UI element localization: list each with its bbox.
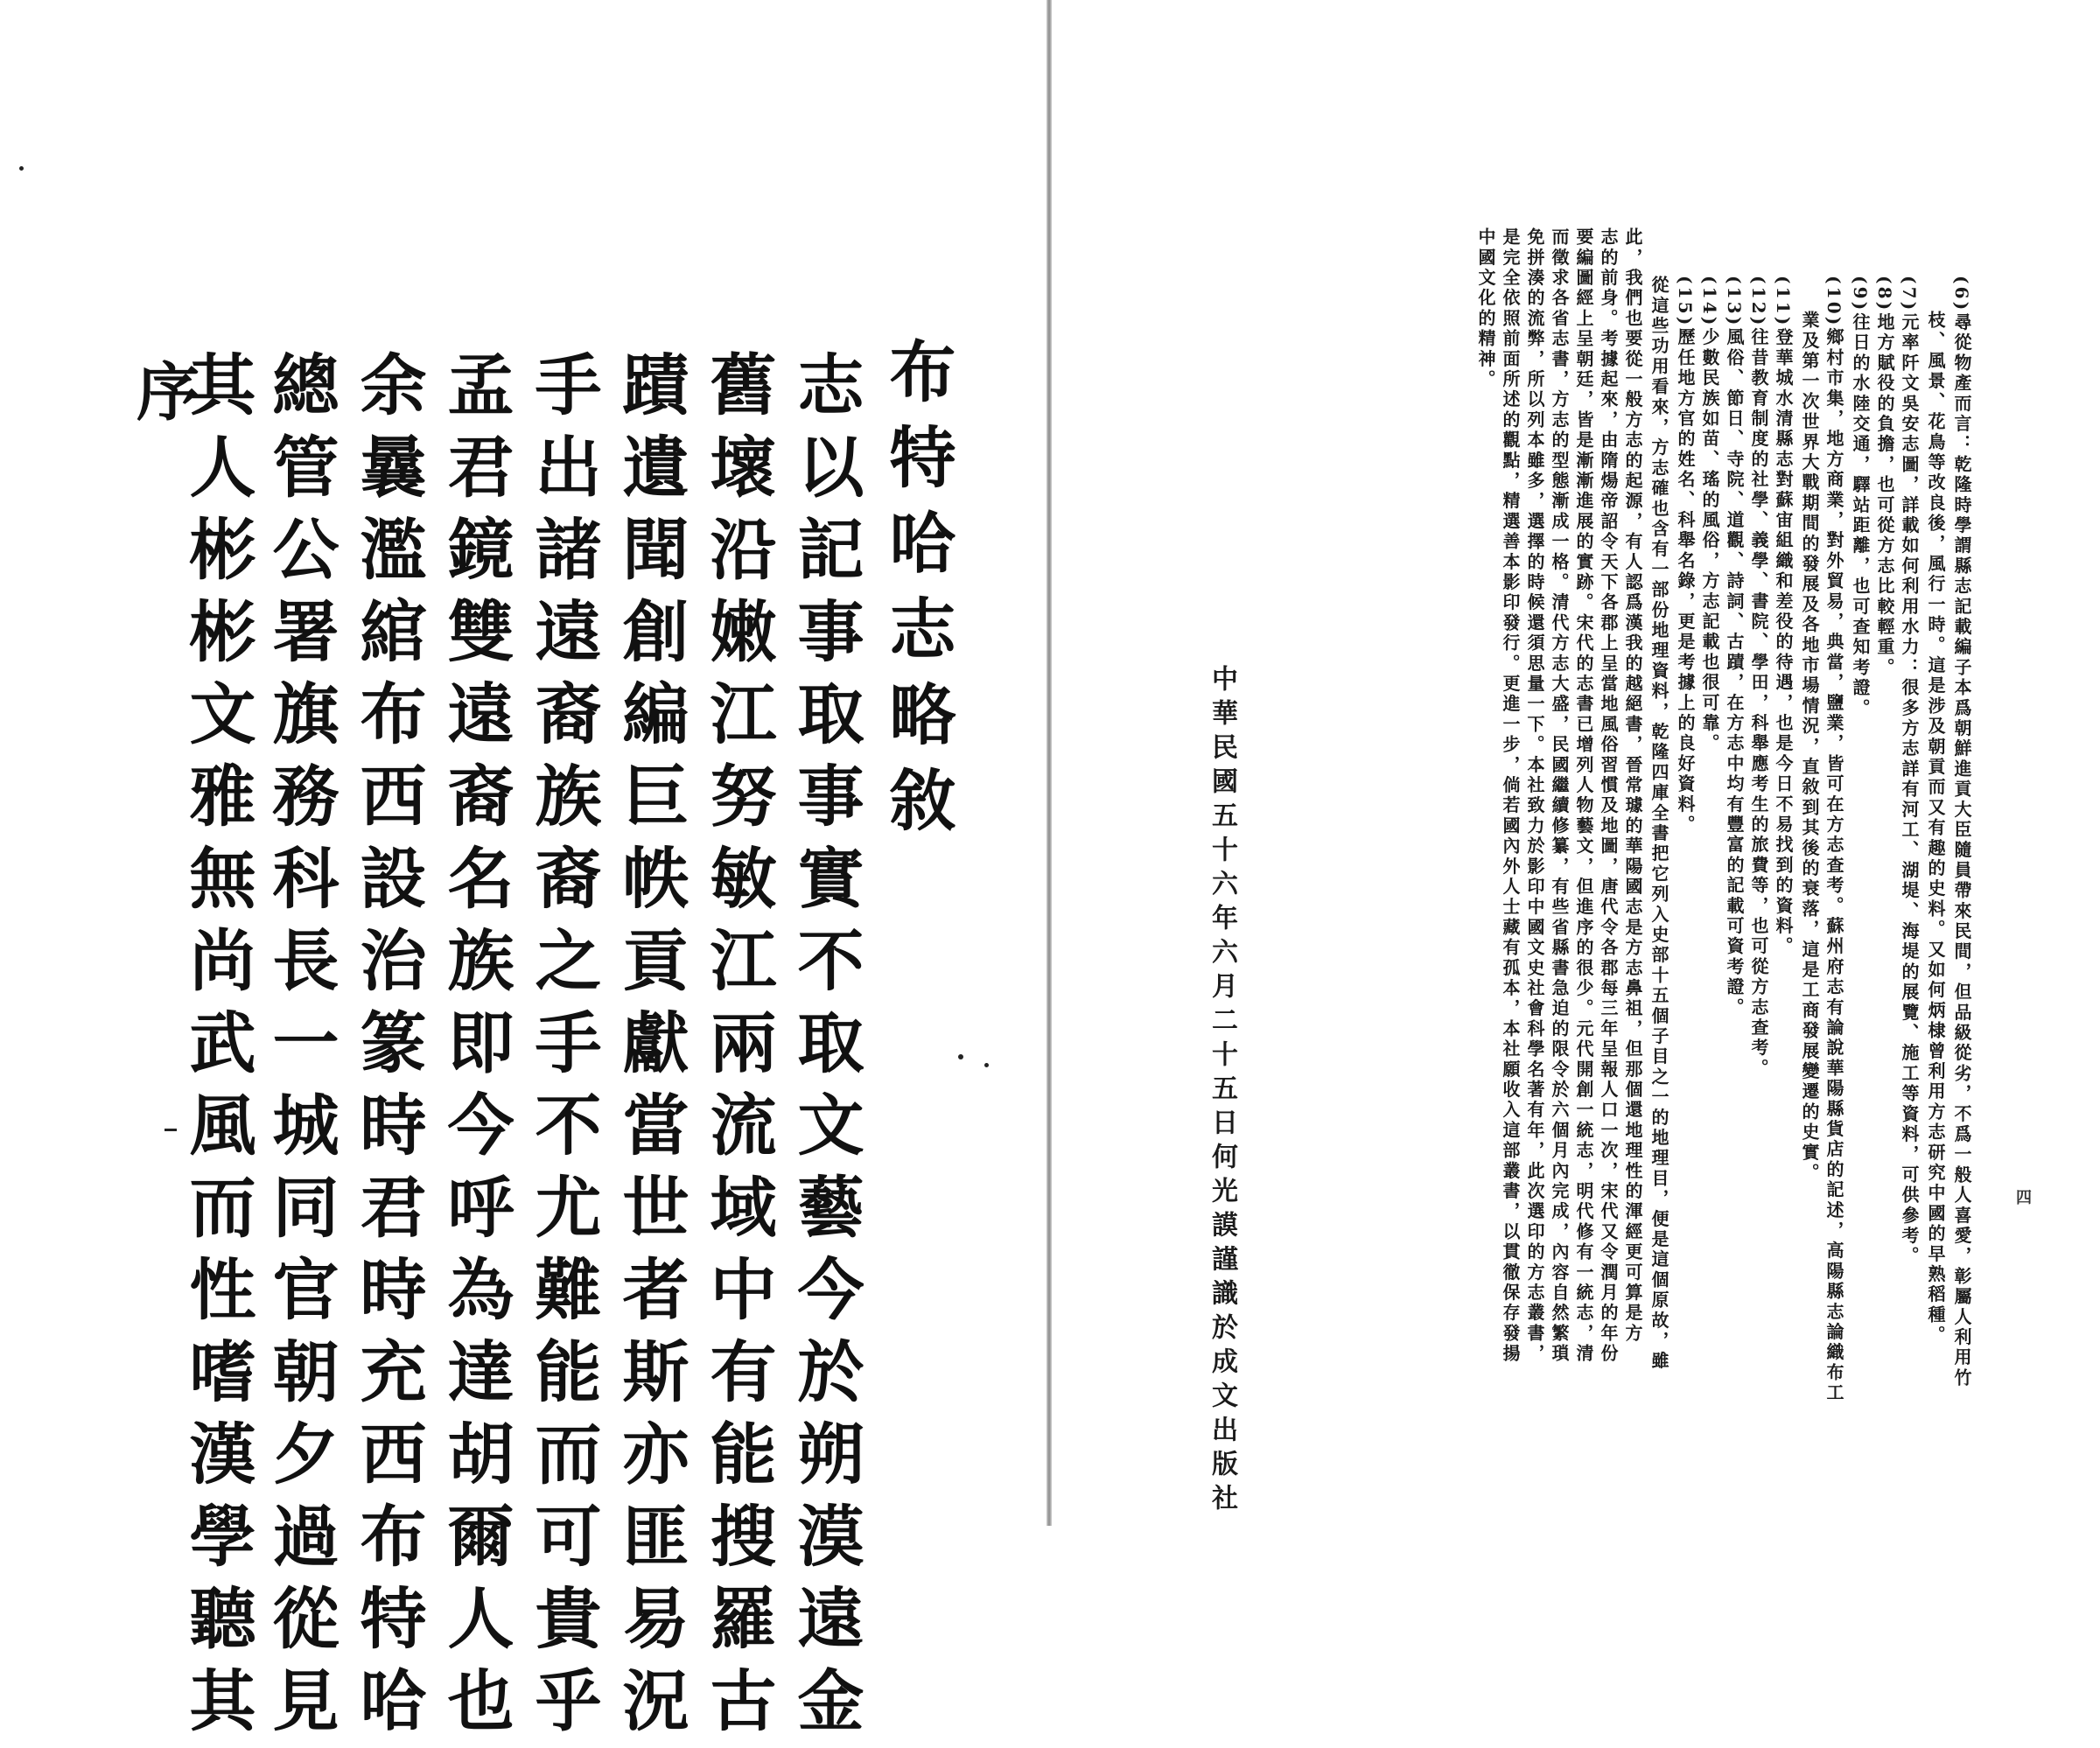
note-column: 中國文化的精神。 — [1475, 227, 1496, 390]
right-page — [1052, 0, 2100, 1526]
note-column: (8)地方賦役的負擔，也可從方志比較輕重。 — [1874, 276, 1895, 679]
note-column: (14)少數民族如苗、瑤的風俗，方志記載也很可靠。 — [1699, 276, 1720, 754]
note-column: (11)登華城水清縣志對蘇宙組織和差役的待遇，也是今日不易找到的資料。 — [1773, 276, 1794, 957]
note-column: (7)元率阡文吳安志圖，詳載如何利用水力：很多方志詳有河工、湖堤、海堤的展覽、施工等資料，可供參考。 — [1899, 276, 1920, 1267]
note-column: 枝、風景、花鳥等改良後，風行一時。這是涉及朝貢而又有趣的史料。又如何炳棣曾利用方志研究中國的早熟稻種。 — [1925, 311, 1946, 1346]
note-column: 業及第一次世界大戰期間的發展及各地市場情況，直敘到其後的衰落，這是工商發展變遷的史實。 — [1799, 311, 1820, 1184]
preface-column-3: 蹟遺聞創編巨帙貢獻當世者斯亦匪易況 — [612, 350, 690, 1748]
note-column: (9)往日的水陸交通，驛站距離，也可查知考證。 — [1850, 276, 1871, 719]
ink-dash — [164, 1129, 177, 1131]
note-column: 從這些功用看來，方志確也含有一部份地理資料，乾隆四庫全書把它列入史部十五個子目之一的地理目，便是這個原故，雖 — [1648, 276, 1670, 1372]
note-column: 此，我們也要從一般方志的起源，有人認爲漢我的越絕書，晉常璩的華陽國志是方志鼻祖，但那個還地理性的渾經更可算是方 — [1622, 227, 1643, 1344]
ink-speck — [19, 166, 24, 171]
section-label: 序 — [126, 359, 200, 437]
note-column: 志的前身。考據起來，由隋煬帝詔令天下各郡上呈當地風俗習慣及地圖，唐代令各郡每三年呈報人口一次，宋代又令潤月的年份 — [1598, 227, 1619, 1365]
page-number: 四 — [2016, 1189, 2032, 1207]
preface-column-4: 手出諸遠裔族裔之手不尤難能而可貴乎 — [524, 350, 602, 1748]
note-column: 要編圖經上呈朝廷，皆是漸漸進展的實跡。宋代的志書已增列人物藝文，但進序的很少。元代開創一統志，明代修有一統志，清 — [1573, 227, 1594, 1365]
preface-column-7: 總管公署旗務科長一城同官朝夕過從見 — [262, 350, 340, 1748]
preface-column-1: 志以記事取事實不取文藝今於朔漠遠金 — [787, 350, 864, 1748]
note-column: (10)鄉村市集，地方商業，對外貿易，典當，鹽業，皆可在方志查考。蘇州府志有論說華陽縣貨店的記述，高陽縣志論織布工 — [1824, 276, 1844, 1404]
left-page — [0, 0, 1046, 1748]
note-column: 而徵求各省志書，方志的型態漸成一格。清代方志大盛，民國繼續修纂，有些省縣書急迫的限令於六個月內完成，內容自然繁瑣 — [1549, 227, 1570, 1365]
preface-column-6: 余曩濫綰布西設治篆時君時充西布特哈 — [349, 350, 427, 1748]
preface-column-2: 舊壞沿嫩江努敏江兩流域中有能搜羅古 — [699, 350, 777, 1748]
ink-speck — [984, 1063, 989, 1067]
preface-title: 布特哈志略敘 — [878, 337, 956, 851]
note-column: (13)風俗、節日、寺院、道觀、詩詞、古蹟，在方志中均有豐富的記載可資考證。 — [1724, 276, 1745, 1018]
ink-speck — [958, 1054, 963, 1059]
note-column: 是完全依照前面所述的觀點，精選善本影印發行。更進一步，倘若國內外人士藏有孤本，本社願收入這部叢書，以貫徹保存發揚 — [1500, 227, 1521, 1365]
note-column: (12)往昔教育制度的社學、義學、書院、學田，科舉應考生的旅費等，也可從方志查考。 — [1748, 276, 1769, 1079]
note-column: (6)尋從物產而言：乾隆時學謂縣志記載編子本爲朝鮮進貢大臣隨員帶來民間，但品級從劣，不爲一般人喜愛，彰屬人利用竹 — [1951, 276, 1972, 1389]
preface-column-5: 孟君鏡雙遠裔名族即今呼為達胡爾人也 — [437, 350, 514, 1748]
publisher-imprint: 中華民國五十六年六月二十五日何光謨謹識於成文出版社 — [1207, 665, 1237, 1518]
note-column: 免拼湊的流弊，所以列本雖多，選擇的時候還須思量一下。本社致力於影印中國文史社會科學名著有年，此次選印的方志叢書， — [1524, 227, 1545, 1365]
preface-column-8: 其人彬彬文雅無尚武風而性嗜漢學聽其 — [178, 350, 256, 1748]
note-column: (15)歷任地方官的姓名、科舉名錄，更是考據上的良好資料。 — [1675, 276, 1696, 836]
